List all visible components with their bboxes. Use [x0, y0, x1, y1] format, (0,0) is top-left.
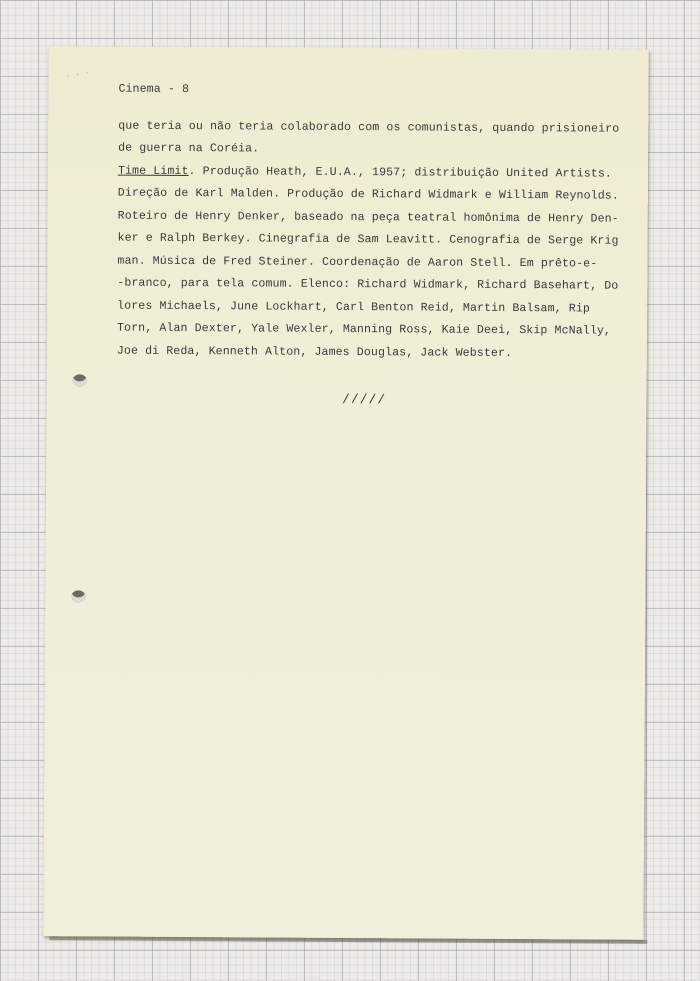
- entry-line: Roteiro de Henry Denker, baseado na peça teatral homônima de Henry Den-: [117, 209, 619, 226]
- intro-line: de guerra na Coréia.: [118, 141, 260, 156]
- punch-hole-bottom: [71, 590, 85, 602]
- film-title: Time Limit: [117, 164, 189, 178]
- entry-line: -branco, para tela comum. Elenco: Richard Widmark, Richard Basehart, Do: [117, 276, 619, 293]
- intro-paragraph: [118, 115, 633, 163]
- entry-line: Joe di Reda, Kenneth Alton, James Douglas, Jack Webster.: [116, 344, 513, 360]
- entry-line: man. Música de Fred Steiner. Coordenação de Aaron Stell. Em prêto-e-: [117, 254, 598, 271]
- intro-line: que teria ou não teria colaborado com os comunistas, quando prisioneiro: [118, 119, 620, 136]
- page-smudge: ˙ ˙ ˙: [65, 71, 91, 85]
- end-mark: /////: [342, 391, 387, 408]
- entry-first-line-rest: . Produção Heath, E.U.A., 1957; distribuição United Artists.: [188, 164, 613, 181]
- entry-first-line: [118, 160, 633, 186]
- entry-paragraph: [117, 160, 633, 366]
- page-text: [117, 79, 634, 409]
- punch-hole-top: [73, 374, 87, 386]
- entry-line: Torn, Alan Dexter, Yale Wexler, Manning Ross, Kaie Deei, Skip McNally,: [116, 321, 612, 338]
- typewritten-page: [43, 46, 648, 940]
- entry-line: lores Michaels, June Lockhart, Carl Benton Reid, Martin Balsam, Rip: [117, 299, 591, 315]
- entry-line: Direção de Karl Malden. Produção de Richard Widmark e William Reynolds.: [117, 186, 619, 203]
- page-header: Cinema - 8: [118, 82, 190, 97]
- entry-line: ker e Ralph Berkey. Cinegrafia de Sam Leavitt. Cenografia de Serge Krig: [117, 231, 619, 248]
